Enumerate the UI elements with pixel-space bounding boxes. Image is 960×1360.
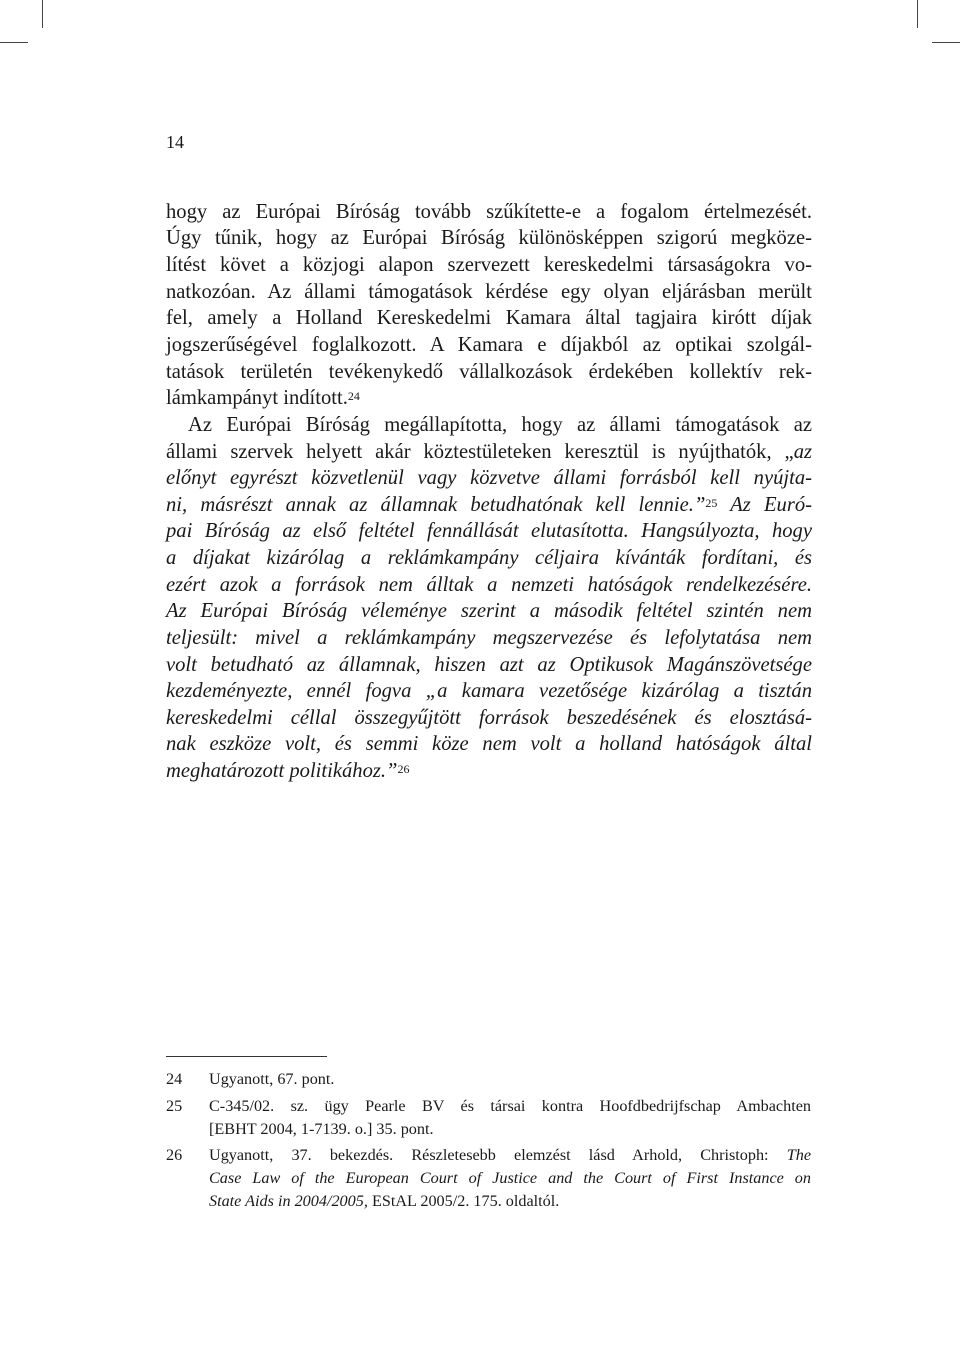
footnote-separator bbox=[166, 1056, 327, 1057]
text-line bbox=[166, 652, 812, 678]
quote-start: az bbox=[793, 441, 812, 463]
text-segment: pai Bíróság az első feltétel fennállását elutasította. Hangsúlyozta, hogy bbox=[166, 520, 812, 542]
text-segment: lámkampányt indított. bbox=[166, 387, 348, 409]
text-line bbox=[166, 598, 812, 624]
text-segment: Ugyanott, 37. bekezdés. Részletesebb elemzést lásd Arhold, Christoph: bbox=[209, 1146, 787, 1164]
text-line: natkozóan. Az állami támogatások kérdése egy olyan eljárásban merült bbox=[166, 281, 812, 303]
crop-mark-top-right-vertical bbox=[917, 0, 918, 28]
page-number: 14 bbox=[166, 132, 184, 152]
footnote-text bbox=[209, 1144, 811, 1166]
crop-mark-top-left-horizontal bbox=[0, 42, 28, 43]
footnote-text bbox=[209, 1190, 811, 1212]
text-segment: Az Euró- bbox=[717, 494, 812, 516]
text-segment: Az Európai Bíróság véleménye szerint a második feltétel szintén nem bbox=[166, 600, 812, 622]
footnote-number: 24 bbox=[166, 1070, 183, 1088]
book-title: The bbox=[786, 1146, 811, 1164]
quoted-text: ni, másrészt annak az államnak betudhatónak kell lennie.” bbox=[166, 494, 706, 516]
book-title: State Aids in 2004/2005, bbox=[209, 1192, 368, 1210]
text-line bbox=[166, 545, 812, 571]
footnote-text bbox=[209, 1167, 811, 1189]
text-line bbox=[166, 385, 812, 411]
text-line: Az Európai Bíróság megállapította, hogy az állami támogatások az bbox=[188, 414, 812, 436]
text-segment: ezért azok a források nem álltak a nemzeti hatóságok rendelkezésére. bbox=[166, 574, 812, 596]
footnote-ref-24: 24 bbox=[347, 389, 360, 403]
text-line bbox=[166, 625, 812, 651]
text-line: hogy az Európai Bíróság tovább szűkítette-e a fogalom értelmezését. bbox=[166, 201, 812, 223]
text-line bbox=[166, 758, 812, 784]
text-segment: a díjakat kizárólag a reklámkampány céljaira kívánták fordítani, és bbox=[166, 547, 812, 569]
text-segment: állami szervek helyett akár köztestületeken keresztül is nyújthatók, „ bbox=[166, 441, 794, 463]
text-line bbox=[166, 705, 812, 731]
footnote-text: Ugyanott, 67. pont. bbox=[209, 1070, 335, 1088]
footnote-number: 25 bbox=[166, 1097, 183, 1115]
text-line: lítést követ a közjogi alapon szervezett kereskedelmi társaságokra vo- bbox=[166, 254, 812, 276]
quoted-text: előnyt egyrészt közvetlenül vagy közvetve állami forrásból kell nyújta- bbox=[166, 467, 812, 489]
book-title: Case Law of the European Court of Justice and the Court of First Instance on bbox=[209, 1169, 811, 1187]
text-line bbox=[166, 731, 812, 757]
text-line: fel, amely a Holland Kereskedelmi Kamara által tagjaira kirótt díjak bbox=[166, 307, 812, 329]
footnote-ref-26: 26 bbox=[397, 762, 410, 776]
footnote-text: C-345/02. sz. ügy Pearle BV és társai kontra Hoofdbedrijfschap Ambachten bbox=[209, 1097, 811, 1115]
footnote-ref-25: 25 bbox=[705, 496, 718, 510]
text-line bbox=[166, 465, 812, 491]
text-line bbox=[166, 439, 812, 465]
text-segment: EStAL 2005/2. 175. oldaltól. bbox=[367, 1192, 560, 1210]
text-line: Úgy tűnik, hogy az Európai Bíróság különösképpen szigorú megköze- bbox=[166, 227, 812, 249]
text-line: jogszerűségével foglalkozott. A Kamara e díjakból az optikai szolgál- bbox=[166, 334, 812, 356]
text-line bbox=[166, 572, 812, 598]
text-segment: nak eszköze volt, és semmi köze nem volt a holland hatóságok által bbox=[166, 733, 812, 755]
text-segment: volt betudható az államnak, hiszen azt az Optikusok Magánszövetsége bbox=[166, 654, 812, 676]
text-line: tatások területén tevékenykedő vállalkozások érdekében kollektív rek- bbox=[166, 361, 812, 383]
text-line bbox=[166, 518, 812, 544]
text-line bbox=[166, 678, 812, 704]
footnote-number: 26 bbox=[166, 1146, 183, 1164]
crop-mark-top-right-horizontal bbox=[932, 42, 960, 43]
text-segment: teljesült: mivel a reklámkampány megszervezése és lefolytatása nem bbox=[166, 627, 812, 649]
text-line bbox=[166, 492, 812, 518]
crop-mark-top-left-vertical bbox=[42, 0, 43, 28]
text-segment: kereskedelmi céllal összegyűjtött források beszedésének és elosztásá- bbox=[166, 707, 812, 729]
footnote-text: [EBHT 2004, 1-7139. o.] 35. pont. bbox=[209, 1120, 434, 1138]
text-segment: meghatározott politikához.” bbox=[166, 760, 398, 782]
text-segment: kezdeményezte, ennél fogva „a kamara vezetősége kizárólag a tisztán bbox=[166, 680, 812, 702]
